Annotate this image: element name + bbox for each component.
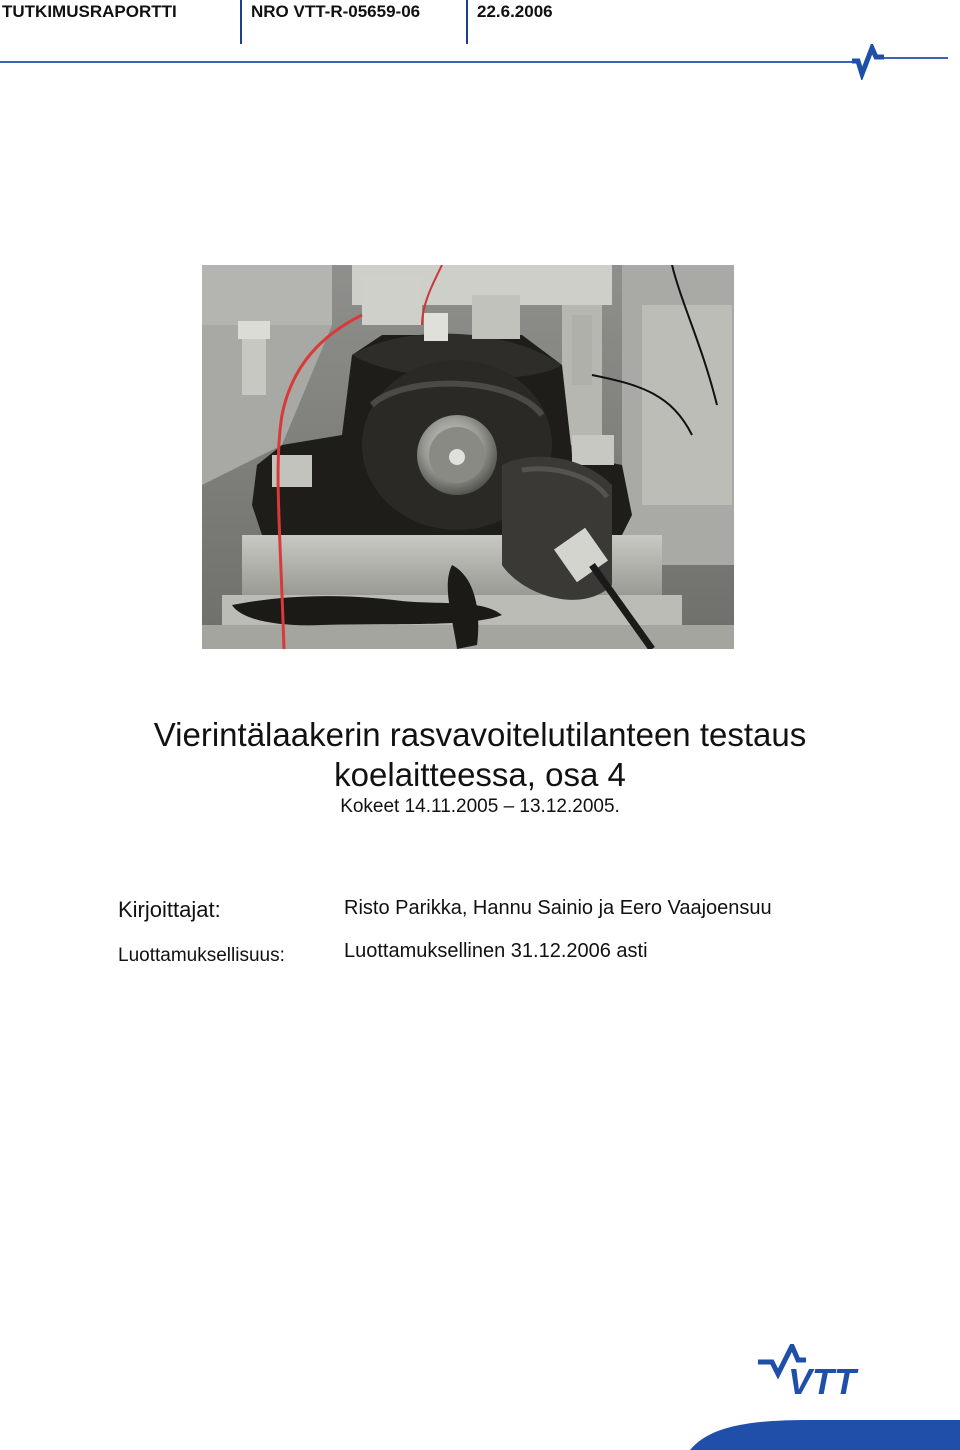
- report-date: 22.6.2006: [477, 2, 553, 21]
- authors-label: Kirjoittajat:: [118, 897, 221, 922]
- cover-photo: [202, 265, 734, 649]
- authors-value: Risto Parikka, Hannu Sainio ja Eero Vaajoensuu: [344, 897, 772, 919]
- header-rule: [0, 61, 856, 63]
- report-title-line2: koelaitteessa, osa 4: [334, 756, 626, 793]
- report-type: TUTKIMUSRAPORTTI: [2, 2, 177, 21]
- header-rule: [884, 57, 948, 59]
- vtt-logo-text: VTT: [788, 1361, 856, 1398]
- confidentiality-value: Luottamuksellinen 31.12.2006 asti: [344, 940, 648, 962]
- pulse-wave-icon: [852, 44, 892, 80]
- report-title: Vierintälaakerin rasvavoitelutilanteen testaus: [153, 716, 807, 753]
- vtt-logo: [756, 1344, 896, 1398]
- report-number: NRO VTT-R-05659-06: [251, 2, 421, 21]
- header-divider: [240, 0, 242, 44]
- corner-accent: [690, 1418, 960, 1450]
- confidentiality-label: Luottamuksellisuus:: [118, 945, 285, 966]
- header-divider: [466, 0, 468, 44]
- report-subtitle: Kokeet 14.11.2005 – 13.12.2005.: [340, 796, 620, 817]
